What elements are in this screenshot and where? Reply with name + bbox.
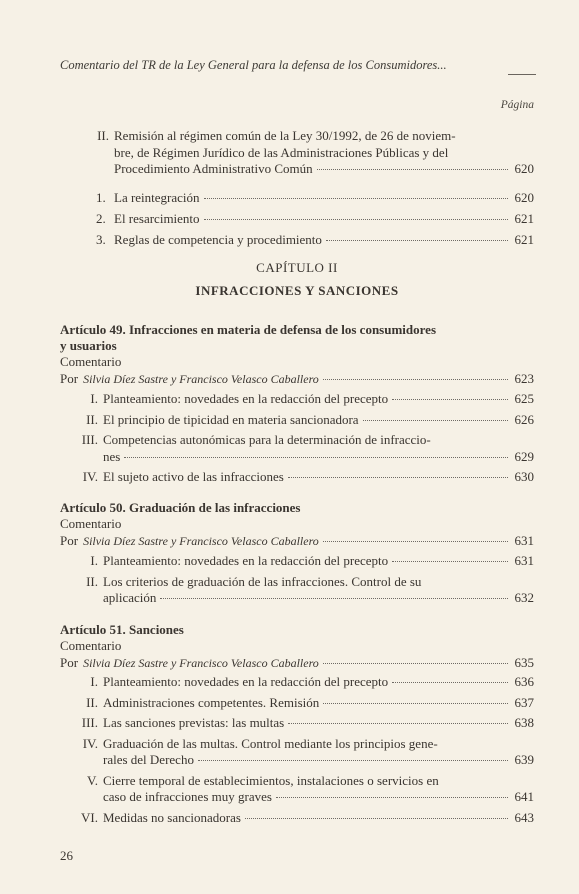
page-number: 635	[514, 655, 534, 670]
section-label: El sujeto activo de las infracciones	[103, 469, 284, 484]
page-column-label: Página	[500, 99, 534, 111]
dot-leader	[363, 420, 508, 421]
page-number: 620	[514, 161, 534, 176]
dot-leader	[160, 598, 508, 599]
section-label: Las sanciones previstas: las multas	[103, 715, 285, 730]
section-number: II.	[86, 694, 98, 710]
by-label: Por	[60, 533, 79, 548]
section-number: III.	[81, 432, 98, 447]
article-title-line: y usuarios	[60, 338, 117, 353]
article-title-line: Artículo 49. Infracciones en materia de defensa de los consumidores	[60, 322, 437, 337]
authors-row[interactable]	[60, 371, 534, 387]
chapter-title: INFRACCIONES Y SANCIONES	[195, 283, 399, 298]
toc-row[interactable]	[60, 412, 534, 429]
section-number: II.	[86, 411, 98, 427]
toc-row[interactable]	[60, 469, 534, 486]
section-list	[60, 391, 534, 486]
toc-row[interactable]	[60, 695, 534, 712]
dot-leader	[392, 399, 508, 400]
item-number: 3.	[96, 232, 106, 247]
dot-leader	[245, 818, 508, 819]
section-label: Medidas no sancionadoras	[103, 809, 241, 825]
page-number: 638	[514, 715, 534, 730]
page-number: 631	[514, 553, 534, 568]
dot-leader	[204, 219, 508, 220]
chapter-label: CAPÍTULO II	[256, 260, 338, 275]
page-number: 632	[514, 590, 534, 605]
section-label: Graduación de las multas. Control mediante los principios gene-	[103, 735, 438, 751]
page-number: 641	[514, 789, 534, 804]
item-number: 2.	[96, 211, 106, 226]
section-number: I.	[90, 674, 98, 689]
section-label: Administraciones competentes. Remisión	[103, 694, 320, 710]
section-number: IV.	[82, 735, 98, 751]
toc-row[interactable]	[60, 736, 534, 769]
comentario-label: Comentario	[60, 516, 122, 531]
dot-leader	[323, 541, 508, 542]
toc-row[interactable]	[60, 574, 534, 607]
page-number: 621	[514, 211, 534, 226]
section-number: II.	[86, 573, 98, 589]
dot-leader	[276, 797, 508, 798]
dot-leader	[326, 240, 508, 241]
authors-row[interactable]	[60, 533, 534, 549]
toc-row[interactable]	[60, 810, 534, 827]
page-number: 637	[514, 694, 534, 710]
section-label: Cierre temporal de establecimientos, instalaciones o servicios en	[103, 772, 439, 788]
section-label: aplicación	[103, 590, 157, 605]
item-label: Reglas de competencia y procedimiento	[114, 232, 322, 247]
section-label: caso de infracciones muy graves	[103, 789, 272, 804]
article-title-line: Artículo 50. Graduación de las infracciones	[60, 500, 301, 515]
dot-leader	[323, 379, 508, 380]
authors: Silvia Díez Sastre y Francisco Velasco Caballero	[83, 656, 319, 670]
section-title-line: bre, de Régimen Jurídico de las Administraciones Públicas y del	[114, 144, 449, 160]
dot-leader	[288, 477, 508, 478]
page-number: 625	[514, 391, 534, 406]
dot-leader	[198, 760, 508, 761]
section-list	[60, 553, 534, 607]
section-label: El principio de tipicidad en materia sancionadora	[103, 411, 359, 427]
dot-leader	[323, 663, 508, 664]
dot-leader	[317, 169, 508, 170]
section-title-line: Procedimiento Administrativo Común	[114, 161, 313, 176]
by-label: Por	[60, 371, 79, 386]
item-label: La reintegración	[114, 190, 200, 205]
toc-row[interactable]	[60, 715, 534, 732]
page-number: 620	[514, 190, 534, 205]
authors: Silvia Díez Sastre y Francisco Velasco Caballero	[83, 534, 319, 548]
section-label: rales del Derecho	[103, 752, 194, 767]
page-number: 643	[514, 809, 534, 825]
comentario-label: Comentario	[60, 354, 122, 369]
page-number: 636	[514, 674, 534, 689]
item-number: 1.	[96, 190, 106, 205]
dot-leader	[392, 682, 508, 683]
toc-row[interactable]	[96, 229, 534, 250]
toc-row[interactable]	[60, 773, 534, 806]
page-number: 623	[514, 371, 534, 386]
section-title-line: Remisión al régimen común de la Ley 30/1992, de 26 de noviem-	[114, 128, 456, 143]
page-number: 621	[514, 232, 534, 247]
section-label: Planteamiento: novedades en la redacción del precepto	[103, 674, 389, 689]
subsection-list	[96, 187, 534, 250]
section-label: Planteamiento: novedades en la redacción del precepto	[103, 553, 389, 568]
dot-leader	[124, 457, 508, 458]
section-number: IV.	[82, 469, 98, 484]
toc-row[interactable]	[96, 187, 534, 208]
section-number: VI.	[81, 809, 98, 825]
page-number: 631	[514, 533, 534, 548]
page-number: 629	[514, 448, 534, 464]
toc-row[interactable]	[96, 208, 534, 229]
page-number: 630	[514, 469, 534, 484]
section-number: III.	[81, 715, 98, 730]
dot-leader	[392, 561, 508, 562]
comentario-label: Comentario	[60, 638, 122, 653]
item-label: El resarcimiento	[114, 211, 200, 226]
header-rule	[508, 74, 536, 75]
article-title[interactable]	[60, 322, 534, 354]
page-number-footer: 26	[60, 848, 73, 863]
toc-row[interactable]	[114, 161, 534, 178]
section-label: Competencias autonómicas para la determinación de infraccio-	[103, 432, 431, 447]
page-number: 626	[514, 411, 534, 427]
section-number: V.	[87, 772, 98, 788]
section-number: I.	[90, 553, 98, 568]
article-title[interactable]	[60, 622, 534, 638]
section-label: nes	[103, 448, 121, 464]
dot-leader	[204, 198, 508, 199]
section-label: Los criterios de graduación de las infracciones. Control de su	[103, 573, 422, 589]
toc-row[interactable]	[60, 674, 534, 691]
by-label: Por	[60, 655, 79, 670]
article-title[interactable]	[60, 500, 534, 516]
article-title-line: Artículo 51. Sanciones	[60, 622, 184, 637]
section-title-block	[114, 128, 534, 178]
authors-row[interactable]	[60, 655, 534, 671]
section-list	[60, 674, 534, 826]
dot-leader	[323, 703, 508, 704]
toc-row[interactable]	[60, 432, 534, 465]
toc-row[interactable]	[60, 553, 534, 570]
authors: Silvia Díez Sastre y Francisco Velasco Caballero	[83, 372, 319, 386]
section-label: Planteamiento: novedades en la redacción del precepto	[103, 391, 389, 406]
dot-leader	[288, 723, 508, 724]
section-number: I.	[90, 391, 98, 406]
running-header: Comentario del TR de la Ley General para la defensa de los Consumidores...	[60, 58, 447, 72]
section-number: II.	[97, 128, 109, 143]
toc-row[interactable]	[60, 391, 534, 408]
page-number: 639	[514, 752, 534, 767]
